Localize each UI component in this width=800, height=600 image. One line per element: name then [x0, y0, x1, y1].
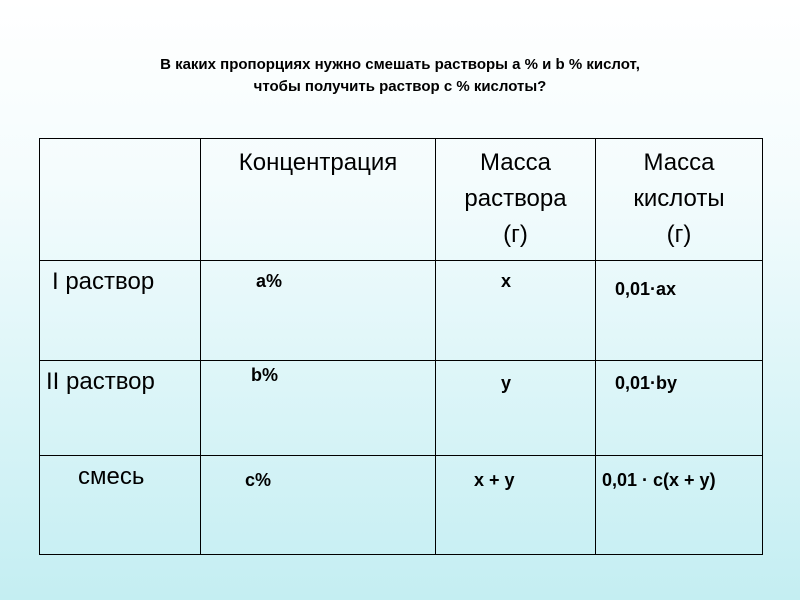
concentration-cell	[201, 361, 436, 456]
header-solution-mass-label	[436, 139, 595, 253]
header-solution-mass-line-2: раствора	[464, 185, 567, 212]
solution-mass-value: y	[501, 373, 512, 393]
table-row	[40, 456, 763, 555]
acid-mass-cell	[596, 261, 763, 361]
solution-mass-cell	[436, 361, 596, 456]
concentration-value: c%	[245, 470, 272, 490]
concentration-cell	[201, 261, 436, 361]
header-solution-mass-line-3: (г)	[503, 221, 528, 248]
header-solution-mass-line-1: Масса	[480, 149, 551, 176]
header-acid-mass-line-3: (г)	[666, 221, 692, 248]
row-label-cell	[40, 361, 201, 456]
table-row	[40, 361, 763, 456]
solution-mass-value: x	[501, 271, 512, 291]
solution-mass-value: x + y	[474, 470, 515, 490]
header-acid-mass	[596, 139, 763, 261]
acid-mass-value: 0,01·by	[615, 373, 678, 393]
proportions-table	[39, 138, 763, 555]
row-label: II раствор	[46, 368, 155, 395]
concentration-value: b%	[251, 365, 278, 385]
header-solution-mass	[436, 139, 596, 261]
concentration-value: a%	[256, 271, 283, 291]
solution-mass-cell	[436, 261, 596, 361]
row-label-cell	[40, 456, 201, 555]
header-acid-mass-label	[596, 139, 762, 253]
header-concentration	[201, 139, 436, 261]
header-row	[40, 139, 763, 261]
header-empty-cell	[40, 139, 201, 261]
acid-mass-cell	[596, 456, 763, 555]
concentration-cell	[201, 456, 436, 555]
header-acid-mass-line-2: кислоты	[633, 185, 725, 212]
slide-title	[40, 54, 760, 98]
row-label-cell	[40, 261, 201, 361]
header-concentration-label: Концентрация	[238, 149, 398, 176]
acid-mass-value: 0,01·ax	[615, 279, 677, 299]
title-line-2: чтобы получить раствор c % кислоты?	[253, 78, 547, 95]
title-line-1: В каких пропорциях нужно смешать растворы a % и b % кислот,	[160, 56, 640, 73]
solution-mass-cell	[436, 456, 596, 555]
acid-mass-cell	[596, 361, 763, 456]
row-label: I раствор	[52, 268, 155, 295]
table-row	[40, 261, 763, 361]
row-label: смесь	[78, 463, 145, 490]
header-acid-mass-line-1: Масса	[643, 149, 715, 176]
acid-mass-value: 0,01 · c(x + y)	[602, 470, 716, 490]
